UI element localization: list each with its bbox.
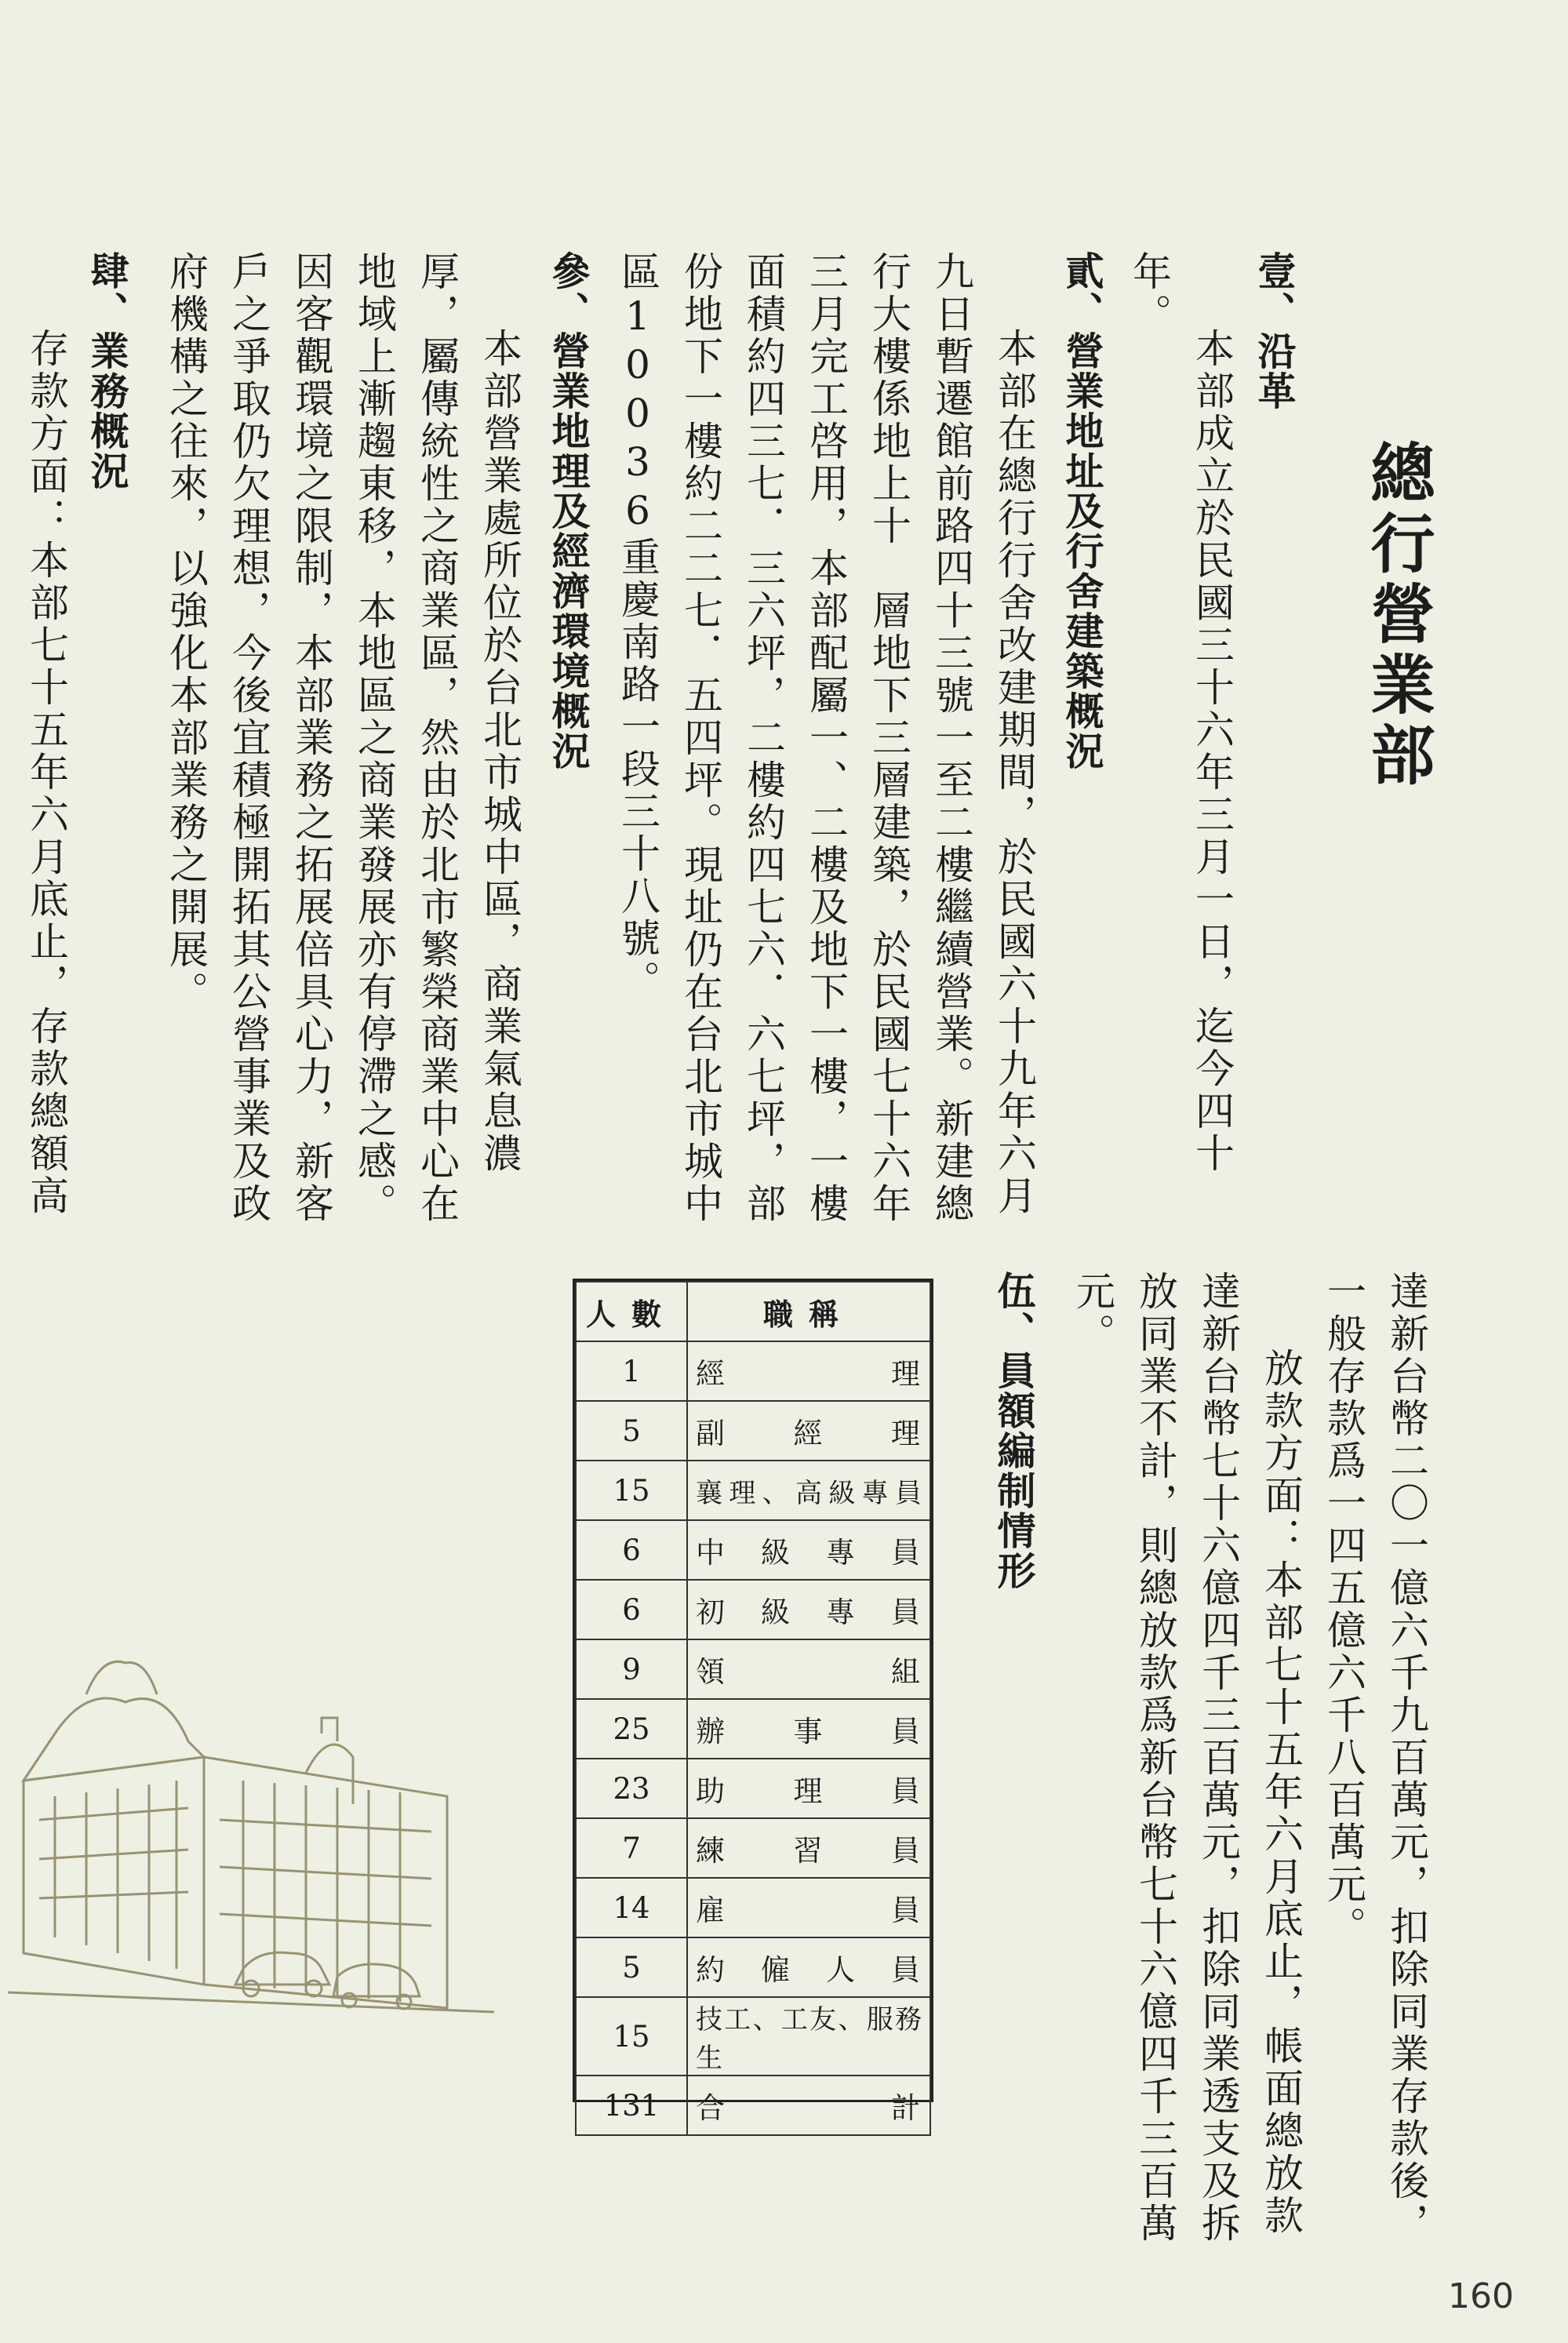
table-row: [576, 1341, 930, 1401]
row-count: 5: [576, 1401, 687, 1461]
section-4-line-1: 存款方面：本部七十五年六月底止，存款總額高: [24, 328, 69, 1217]
row-count: 131: [576, 2076, 687, 2135]
row-title: 襄理、高級專員: [687, 1461, 930, 1520]
table-row: [576, 1461, 930, 1520]
section-2-line-7: 區10036重慶南路一段三十八號。: [615, 251, 660, 1002]
row-count: 5: [576, 1937, 687, 1997]
row-count: 7: [576, 1818, 687, 1878]
row-title: 助理員: [687, 1759, 930, 1818]
table-row: [576, 1580, 930, 1639]
row-count: 14: [576, 1878, 687, 1937]
table-row: [576, 1878, 930, 1937]
section-3-line-1: 本部營業處所位於台北市城中區，商業氣息濃: [477, 328, 522, 1175]
section-2-line-5: 面積約四三七．三六坪，二樓約四七六．六七坪，部: [740, 251, 786, 1225]
row-title: 技工、工友、服務生: [687, 1997, 930, 2076]
row-title: 合計: [687, 2076, 930, 2135]
table-row: [576, 1699, 930, 1759]
row-count: 15: [576, 1997, 687, 2076]
section-2-heading: 貳、營業地址及行舍建築概況: [1060, 251, 1104, 771]
table-row: [576, 2076, 930, 2135]
table-row: [576, 1639, 930, 1699]
section-2-line-2: 九日暫遷館前路四十三號一至二樓繼續營業。新建總: [929, 251, 974, 1225]
header-title: 職稱: [687, 1282, 930, 1341]
table-row: [576, 1759, 930, 1818]
section-4-cont-line-5: 放同業不計，則總放款爲新台幣七十六億四千三百萬: [1133, 1271, 1178, 2245]
table-row: [576, 1520, 930, 1580]
row-count: 25: [576, 1699, 687, 1759]
page-title: 總行營業部: [1360, 439, 1435, 792]
section-3-line-4: 因客觀環境之限制，本部業務之拓展倍具心力，新客: [289, 251, 334, 1225]
table-row: [576, 1997, 930, 2076]
section-1-heading: 壹、沿革: [1252, 251, 1297, 411]
section-3-heading: 參、營業地理及經濟環境概況: [546, 251, 591, 771]
section-3-line-2: 厚，屬傳統性之商業區，然由於北市繁榮商業中心在: [414, 251, 460, 1225]
staff-table: [573, 1279, 933, 2125]
section-4-cont-line-4: 達新台幣七十六億四千三百萬元，扣除同業透支及拆: [1195, 1271, 1241, 2245]
row-title: 約僱人員: [687, 1937, 930, 1997]
building-sketch-icon: [8, 1639, 518, 2016]
section-4-cont-line-1: 達新台幣二〇一億六千九百萬元，扣除同業存款後，: [1384, 1271, 1429, 2245]
row-count: 23: [576, 1759, 687, 1818]
row-count: 15: [576, 1461, 687, 1520]
section-2-line-4: 三月完工啓用，本部配屬一、二樓及地下一樓，一樓: [803, 251, 849, 1225]
section-2-line-6: 份地下一樓約二二七．五四坪。現址仍在台北市城中: [678, 251, 723, 1225]
row-title: 領組: [687, 1639, 930, 1699]
section-4-cont-line-2: 一般存款爲一四五億六千八百萬元。: [1321, 1271, 1366, 1948]
section-3-line-6: 府機構之往來，以強化本部業務之開展。: [163, 251, 209, 1013]
row-title: 經理: [687, 1341, 930, 1401]
section-3-line-5: 戶之爭取仍欠理想，今後宜積極開拓其公營事業及政: [226, 251, 271, 1225]
section-3-line-3: 地域上漸趨東移，本地區之商業發展亦有停滯之感。: [351, 251, 397, 1225]
row-count: 1: [576, 1341, 687, 1401]
row-count: 6: [576, 1520, 687, 1580]
section-2-line-3: 行大樓係地上十 層地下三層建築，於民國七十六年: [866, 251, 911, 1225]
row-title: 副經理: [687, 1401, 930, 1461]
row-count: 6: [576, 1580, 687, 1639]
row-title: 初級專員: [687, 1580, 930, 1639]
row-title: 雇員: [687, 1878, 930, 1937]
table-row: [576, 1401, 930, 1461]
section-4-cont-line-3: 放款方面：本部七十五年六月底止，帳面總放款: [1258, 1348, 1304, 2237]
table-header-row: [576, 1282, 930, 1341]
table-row: [576, 1937, 930, 1997]
section-1-line-1: 本部成立於民國三十六年三月一日，迄今四十: [1189, 328, 1235, 1175]
page-number: 160: [1448, 2276, 1514, 2316]
row-count: 9: [576, 1639, 687, 1699]
section-2-line-1: 本部在總行行舍改建期間，於民國六十九年六月: [991, 328, 1037, 1217]
section-1-line-2: 年。: [1126, 251, 1172, 336]
section-4-cont-line-6: 元。: [1070, 1271, 1115, 1355]
section-4-heading: 肆、業務概況: [85, 251, 129, 491]
header-count: 人數: [576, 1282, 687, 1341]
row-title: 辦事員: [687, 1699, 930, 1759]
table-row: [576, 1818, 930, 1878]
section-5-heading: 伍、員額編制情形: [991, 1271, 1036, 1591]
row-title: 中級專員: [687, 1520, 930, 1580]
row-title: 練習員: [687, 1818, 930, 1878]
